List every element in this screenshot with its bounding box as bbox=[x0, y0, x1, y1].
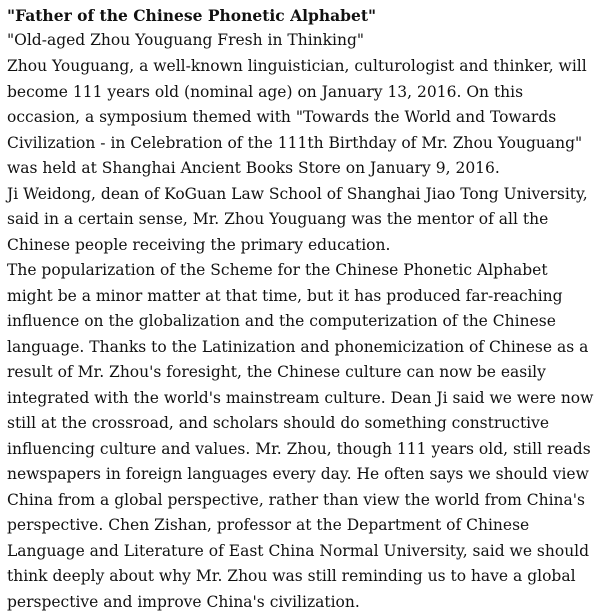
article bbox=[7, 4, 597, 615]
paragraph-ji-weidong: Ji Weidong, dean of KoGuan Law School of Shanghai Jiao Tong University, said in a certain sense, Mr. Zhou Youguang was the mentor of all the Chinese people receiving the primary education. bbox=[7, 184, 588, 254]
article-title: "Father of the Chinese Phonetic Alphabet" bbox=[7, 6, 377, 25]
paragraph-symposium: Zhou Youguang, a well-known linguistician, culturologist and thinker, will become 111 years old (nominal age) on January 13, 2016. On this occasion, a symposium themed with "Towards the World and Towards Civilization - in Celebration of the 111th Birthday of Mr. Zhou Youguang" was held at Shanghai Ancient Books Store on January 9, 2016. bbox=[7, 57, 587, 177]
article-subtitle: "Old-aged Zhou Youguang Fresh in Thinking" bbox=[7, 31, 365, 49]
paragraph-phonetic-alphabet: The popularization of the Scheme for the Chinese Phonetic Alphabet might be a minor matter at that time, but it has produced far-reaching influence on the globalization and the computerization of the Chinese language. Thanks to the Latinization and phonemicization of Chinese as a result of Mr. Zhou's foresight, the Chinese culture can now be easily integrated with the world's mainstream culture. Dean Ji said we were now still at the crossroad, and scholars should do something constructive influencing culture and values. Mr. Zhou, though 111 years old, still reads newspapers in foreign languages every day. He often says we should view China from a global perspective, rather than view the world from China's perspective. Chen Zishan, professor at the Department of Chinese Language and Literature of East China Normal University, said we should think deeply about why Mr. Zhou was still reminding us to have a global perspective and improve China's civilization. bbox=[7, 261, 594, 611]
